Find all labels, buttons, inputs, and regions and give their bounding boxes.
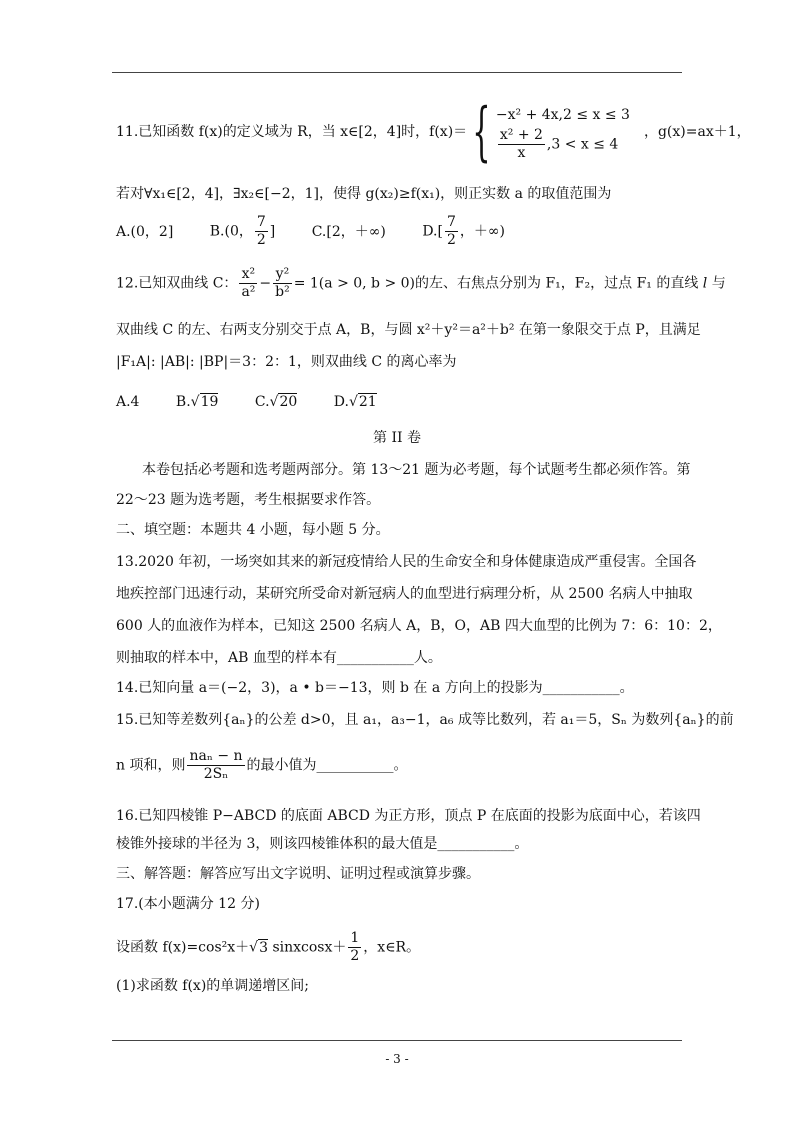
q12-prefix: 12.已知双曲线 C：: [116, 275, 238, 292]
q11-option-b: [210, 214, 276, 249]
q17-func-post: ，x∈R。: [363, 939, 421, 956]
opt-b-fraction: [255, 214, 268, 249]
q12-suffix2: 与: [707, 275, 726, 292]
q12-frac-y-den: b²: [275, 284, 290, 300]
opt-b-pre: B.(0，: [209, 223, 253, 240]
piece2-denominator: x: [517, 144, 526, 161]
question-14: 14.已知向量 a＝(−2，3)，a • b＝−13，则 b 在 a 方向上的投影为___________。: [116, 680, 634, 696]
q12-frac-y: [273, 266, 292, 301]
q15-numerator: naₙ − n: [189, 748, 243, 764]
q12-opt-c-radicand: 20: [279, 394, 298, 410]
question-15-line1: 15.已知等差数列{aₙ}的公差 d>0，且 a₁，a₃−1，a₆ 成等比数列，若 a₁＝5，Sₙ 为数列{aₙ}的前: [116, 712, 734, 728]
intro-line-1: 本卷包括必考题和选考题两部分。第 13～21 题为必考题，每个试题考生都必须作答。第: [142, 462, 691, 478]
q15-denominator: 2Sₙ: [203, 766, 229, 782]
q11-option-c: C.[2，＋∞): [311, 223, 386, 240]
q12-frac-y-num: y²: [273, 266, 292, 284]
question-13-line2: 地疾控部门迅速行动，某研究所受命对新冠病人的血型进行病理分析，从 2500 名病人中抽取: [116, 586, 693, 602]
q12-opt-d-label: D.: [333, 394, 349, 410]
question-11-options: [116, 214, 682, 249]
opt-d-fraction: [445, 214, 458, 249]
q15-fraction: [187, 748, 244, 783]
header-rule: [112, 72, 682, 73]
question-15-line2: [116, 748, 682, 783]
q17-func-pre: 设函数 f(x)=cos²x＋: [116, 939, 250, 956]
question-12-line1: [116, 266, 726, 301]
opt-b-num: 7: [256, 214, 266, 230]
q12-frac-x-den: a²: [241, 284, 256, 300]
piece-case-2: [496, 127, 630, 162]
q12-minus: −: [259, 275, 272, 292]
q12-option-d: D.√21: [333, 394, 377, 410]
solve-section-header: 三、解答题：解答应写出文字说明、证明过程或演算步骤。: [116, 866, 480, 882]
section-2-title: 第 II 卷: [373, 430, 421, 446]
question-16-line1: 16.已知四棱锥 P−ABCD 的底面 ABCD 为正方形，顶点 P 在底面的投影为底面中心，若该四: [116, 808, 701, 824]
piece2-fraction: [498, 127, 545, 162]
question-12-line2: 双曲线 C 的左、右两支分别交于点 A，B，与圆 x²＋y²＝a²＋b² 在第一象限交于点 P，且满足: [116, 322, 701, 338]
question-11-line1: [116, 95, 751, 169]
piece2-numerator: x² + 2: [499, 126, 543, 143]
left-brace: {: [472, 95, 491, 169]
q12-option-b: B.√19: [175, 394, 219, 410]
q12-frac-x-num: x²: [239, 266, 257, 284]
page-number: - 3 -: [385, 1052, 409, 1066]
question-12-line3: |F₁A|: |AB|: |BP|＝3：2：1，则双曲线 C 的离心率为: [116, 354, 457, 370]
intro-line-2: 22～23 题为选考题，考生根据要求作答。: [116, 492, 381, 508]
question-12-options: [116, 392, 682, 412]
q17-frac-num: 1: [350, 930, 360, 946]
q17-radicand: 3: [259, 939, 268, 956]
q15-pre: n 项和，则: [116, 757, 186, 774]
opt-d-num: 7: [446, 214, 456, 230]
piece2-condition: ,3 < x ≤ 4: [546, 136, 619, 152]
fill-section-header: 二、填空题：本题共 4 小题，每小题 5 分。: [116, 522, 390, 538]
q12-opt-c-label: C.: [254, 394, 270, 410]
q12-option-c: C.√20: [254, 394, 298, 410]
q17-frac-den: 2: [350, 948, 360, 964]
q12-suffix: 的左、右焦点分别为 F₁，F₂，过点 F₁ 的直线: [415, 275, 703, 292]
question-17-title: 17.(本小题满分 12 分): [116, 896, 260, 912]
q11-option-a: A.(0，2]: [116, 223, 174, 240]
question-13-line4: 则抽取的样本中，AB 血型的样本有___________人。: [116, 650, 442, 666]
question-17-function: 设函数 f(x)=cos²x＋√3 sinxcosx＋ $\frac{1}{2}$ ，x∈R。: [116, 930, 421, 964]
opt-b-post: ]: [269, 223, 276, 240]
q17-fraction: [348, 930, 361, 965]
q15-post: 的最小值为___________。: [246, 757, 408, 774]
piece-case-1: −x² + 4x,2 ≤ x ≤ 3: [495, 106, 630, 123]
question-13-line1: 13.2020 年初，一场突如其来的新冠疫情给人民的生命安全和身体健康造成严重侵害。全国各: [116, 554, 697, 570]
question-11-line2: 若对∀x₁∈[2，4]，∃x₂∈[−2，1]，使得 g(x₂)≥f(x₁)，则正实数 a 的取值范围为: [116, 186, 612, 202]
q17-func-mid: sinxcosx＋: [268, 939, 347, 956]
question-17-part1: (1)求函数 f(x)的单调递增区间;: [116, 978, 309, 994]
opt-d-den: 2: [446, 232, 456, 248]
opt-d-post: ，＋∞): [459, 223, 506, 240]
q12-equation-tail: = 1(a > 0, b > 0): [293, 275, 416, 292]
footer-rule: [112, 1040, 682, 1041]
piecewise-cases: [496, 103, 630, 162]
q12-opt-b-radicand: 19: [200, 394, 219, 410]
opt-d-pre: D.[: [422, 223, 443, 240]
q12-option-a: A.4: [116, 394, 140, 410]
q12-opt-d-radicand: 21: [358, 394, 377, 410]
question-13-line3: 600 人的血液作为样本，已知这 2500 名病人 A，B，O，AB 四大血型的比例为 7：6：10：2，: [116, 618, 722, 634]
q11-option-d: [422, 214, 505, 249]
q12-opt-b-label: B.: [175, 394, 191, 410]
q12-line-l: l: [702, 275, 708, 292]
q11-suffix: ，g(x)=ax＋1，: [643, 124, 751, 140]
question-16-line2: 棱锥外接球的半径为 3，则该四棱锥体积的最大值是___________。: [116, 836, 529, 852]
q11-prefix: 11.已知函数 f(x)的定义域为 R，当 x∈[2，4]时，f(x)＝: [116, 124, 468, 140]
q12-frac-x: [239, 266, 257, 301]
opt-b-den: 2: [256, 232, 266, 248]
